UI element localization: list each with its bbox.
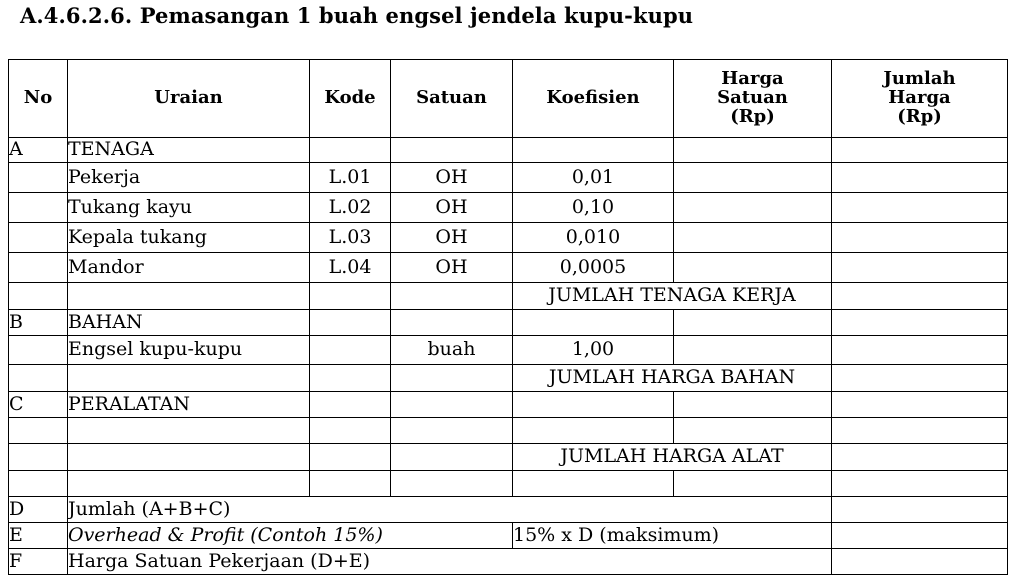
header-satuan: Satuan [391,60,513,138]
header-jumlah-harga [832,60,1008,138]
summary-label: Harga Satuan Pekerjaan (D+E) [68,549,832,575]
section-c-row [9,392,1008,418]
subtotal-row [9,365,1008,392]
item-koefisien: 0,0005 [513,253,674,283]
item-kode: L.04 [310,253,391,283]
page-title: A.4.6.2.6. Pemasangan 1 buah engsel jendela kupu-kupu [20,3,694,28]
item-kode [310,336,391,365]
header-no: No [9,60,68,138]
table-row [9,163,1008,193]
item-satuan: OH [391,223,513,253]
summary-label: Overhead & Profit (Contoh 15%) [68,523,513,549]
header-koefisien: Koefisien [513,60,674,138]
item-uraian: Pekerja [68,163,310,193]
subtotal-label: JUMLAH HARGA BAHAN [513,365,832,392]
header-harga-satuan [674,60,832,138]
item-satuan: buah [391,336,513,365]
header-harga-satuan-line: Harga [721,68,784,90]
summary-formula: 15% x D (maksimum) [513,523,832,549]
item-uraian: Mandor [68,253,310,283]
section-a-row [9,138,1008,163]
header-uraian: Uraian [68,60,310,138]
item-koefisien: 0,10 [513,193,674,223]
summary-e-row [9,523,1008,549]
section-no: A [9,138,68,163]
item-kode: L.03 [310,223,391,253]
item-satuan: OH [391,163,513,193]
section-no: B [9,310,68,336]
table-row [9,471,1008,497]
summary-f-row [9,549,1008,575]
subtotal-label: JUMLAH TENAGA KERJA [513,283,832,310]
ahsp-table [8,59,1008,575]
item-uraian: Engsel kupu-kupu [68,336,310,365]
item-koefisien: 0,01 [513,163,674,193]
section-no: C [9,392,68,418]
header-harga-satuan-line: Satuan [717,87,788,109]
item-uraian: Kepala tukang [68,223,310,253]
header-jumlah-harga-line: Jumlah [883,68,956,90]
item-kode: L.02 [310,193,391,223]
table-row [9,223,1008,253]
summary-no: F [9,549,68,575]
item-kode: L.01 [310,163,391,193]
summary-no: D [9,497,68,523]
subtotal-label: JUMLAH HARGA ALAT [513,444,832,471]
header-harga-satuan-line: (Rp) [730,105,775,127]
subtotal-row [9,283,1008,310]
header-jumlah-harga-line: Harga [888,87,951,109]
section-label: PERALATAN [68,392,310,418]
item-satuan: OH [391,253,513,283]
summary-d-row [9,497,1008,523]
summary-no: E [9,523,68,549]
item-uraian: Tukang kayu [68,193,310,223]
item-satuan: OH [391,193,513,223]
section-label: BAHAN [68,310,310,336]
table-row [9,253,1008,283]
header-row [9,60,1008,138]
table-row [9,336,1008,365]
summary-label: Jumlah (A+B+C) [68,497,832,523]
section-b-row [9,310,1008,336]
table-row [9,418,1008,444]
item-koefisien: 0,010 [513,223,674,253]
header-kode: Kode [310,60,391,138]
header-jumlah-harga-line: (Rp) [897,105,942,127]
subtotal-row [9,444,1008,471]
table-row [9,193,1008,223]
section-label: TENAGA [68,138,310,163]
item-koefisien: 1,00 [513,336,674,365]
